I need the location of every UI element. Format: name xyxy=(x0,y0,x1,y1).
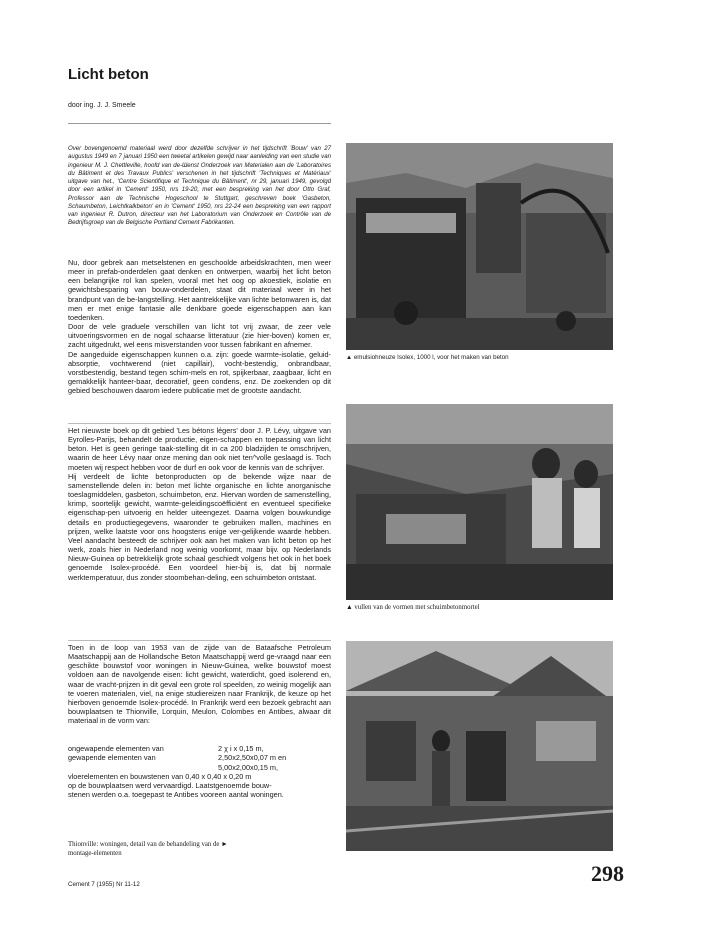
article-author: door ing. J. J. Smeele xyxy=(68,102,136,109)
page-number: 298 xyxy=(591,861,624,886)
spec-row xyxy=(68,744,338,753)
spec-label xyxy=(68,763,218,772)
section-divider xyxy=(68,423,331,424)
spec-label: gewapende elementen van xyxy=(68,753,156,763)
body-text-block-2 xyxy=(68,426,331,582)
intro-paragraph: Over bovengenoemd materiaal werd door dezelfde schrijver in het tijdschrift 'Bouw' van 27 augustus 1949 en 7 januari 1950 een tweetal artikelen gewijd naar aanleiding van een studie van ingenieur M. J. Chettleville, hoofd van de-Ɯenst Onderzoek van Materialen aan de 'Laboratoires du Bâtiment et des Travaux Publics' verschenen in het tijdschrift 'Techniques et Matériaux' uitgave van het., 'Centre Scientifique et Technique du Bâtiment', nr 29, januari 1949, gevolgd door een artikel in 'Cement' 1950, nrs 19-20, met een bespreking van het door Otto Graf, Professor aan de Technische Hogeschool te Stuttgart, geschreven boek 'Gasbeton, Schaumbeton, Leichtkalkbeton' en in 'Cement' 1950, nrs 22-24 een bespreking van een rapport van ingenieur R. Dutron, directeur van het Laboratorium van Onderzoek en Contrôle van de Bedrijfsgroep van de Belgische Portland Cement Fabrikanten. xyxy=(68,145,331,227)
photo-isolex-mixer xyxy=(346,143,613,350)
photo-filling-molds xyxy=(346,404,613,600)
spec-value: 5,00x2,00x0,15 m, xyxy=(218,762,279,772)
spec-row xyxy=(68,753,338,762)
closing-line: op de bouwplaatsen werd vervaardigd. Laatstgenoemde bouw- xyxy=(68,781,272,791)
body-text-block-3 xyxy=(68,643,331,725)
body-paragraph: Hij verdeelt de lichte betonproducten op de bekende wijze naar de samenstellende delen in: beton met lichte organische en lichte anorganische toeslagmiddelen, gasbeton, schuimbeton, enz. Hiervan worden de samenstelling, krimp, soortelijk gewicht, warmte-geleidingscoëfficiënt en eventueel specifieke eigenschap-pen uitvoerig en helder uiteengezet. Daarna volgen bouwkundige details en productiegegevens, waaronder te gebruiken mallen, machines en prijzen, welke laatste voor ons hoogstens enige ver-gelijkende waarde hebben. Veel aandacht besteedt de schrijver ook aan het maken van licht beton op het werk, zoals hier in Nederland nog weinig voorkomt, maar bijv. op Nederlands Nieuw-Guinea op betrekkelijk grote schaal geschiedt volgens het ook in het boek genoemde Isolex-procédé. Een voordeel hier-bij is, dat bij normale werktemperatuur, dus zonder stoombehan-deling, een schuimbeton ontstaat. xyxy=(68,471,331,582)
spec-label: ongewapende elementen van xyxy=(68,744,164,753)
body-text-block-1 xyxy=(68,258,331,395)
spec-value: 2,50x2,50x0,07 m en xyxy=(218,753,287,763)
body-paragraph: Nu, door gebrek aan metselstenen en geschoolde arbeidskrachten, men weer meer in prefab-onderdelen gaat denken en ontwerpen, waarbij het licht beton een belangrijke rol kan spelen, vooral met het oog op akoestiek, isolatie en gewichtsbesparing van bouw-onderdelen, staat dit materiaal weer in het brandpunt van de be-langstelling. Het aantrekkelijke van lichte betonwaren is, dat men er met enige fantasie alle denkbare goede eigenschappen aan kan toedenken. xyxy=(68,258,331,322)
body-paragraph: Het nieuwste boek op dit gebied 'Les bétons légers' door J. P. Lévy, uitgave van Eyrolles-Parijs, behandelt de productie, eigen-schappen en toepassing van licht beton. Het is geen geringe taak-stelling dit in ca 200 bladzijden te omschrijven, waarin de heer Lévy naar onze mening dan ook niet ten^volle geslaagd is. Toch moeten wij respect hebben voor de durf en ook voor de kennis van de schrijver. xyxy=(68,426,331,472)
photo2-caption: ▲ vullen van de vormen met schuimbetonmortel xyxy=(346,604,480,611)
spec-row xyxy=(68,763,338,772)
article-title: Licht beton xyxy=(68,66,149,83)
closing-line: vloerelementen en bouwstenen van 0,40 x 0,40 x 0,20 m xyxy=(68,771,252,781)
spec-value: 2 χ i x 0,15 m, xyxy=(218,744,264,753)
section-divider xyxy=(68,640,331,641)
element-specifications xyxy=(68,744,338,800)
body-paragraph: Toen in de loop van 1953 van de zijde van de Bataafsche Petroleum Maatschappij aan de Hollandsche Beton Maatschappij werd ge-vraagd naar een geschikte bouwstof voor woningen in Nieuw-Guinea, welke bouwstof moest voldoen aan de navolgende eisen: licht gewicht, waterdicht, goed isolerend en, waar de vracht-prijzen in dit geval een grote rol speelden, zo weinig mogelijk aan te voeren materialen, viel, na enige studiereizen naar Frankrijk, de keuze op het hierboven genoemde Isolex-procédé. In Frankrijk werd een bezoek gebracht aan bouwplaatsen te Thionville, Lorquin, Meulon, Colombes en Antibes, alwaar dit materiaal in de vorm van: xyxy=(68,643,331,726)
body-paragraph: Door de vele graduele verschillen van licht tot vrij zwaar, de zeer vele uitvoeringsvormen en de nogal schaarse litteratuur (zie hier-boven) komen er, zacht uitgedrukt, wel eens misverstanden voor tussen fabrikant en afnemer. xyxy=(68,322,331,350)
photo1-caption: ▲ emulsiohneuze Isolex, 1000 l, voor het maken van beton xyxy=(346,354,509,361)
title-divider xyxy=(68,123,331,124)
body-paragraph: De aangeduide eigenschappen kunnen o.a. zijn: goede warmte-isolatie, geluid-absorptie, vochtwerend (niet capillair), vocht-bestendig, onbrandbaar, vorstbestendig, bestand tegen schim-mels en rot, spijkerbaar, zaagbaar, licht en gemakkelijk hanteer-baar, decoratief, geen condens, enz. De zoekenden op dit gebied beschouwen daarom iedere publicatie met de grootste aandacht. xyxy=(68,349,331,396)
photo-thionville-houses xyxy=(346,641,613,851)
closing-line: stenen werden o.a. toegepast te Antibes vooreen aantal woningen. xyxy=(68,790,284,800)
journal-reference: Cement 7 (1955) Nr 11-12 xyxy=(68,881,140,888)
photo3-caption: Thionville: woningen, detail van de behandeling van de ► montage-elementen xyxy=(68,841,228,857)
